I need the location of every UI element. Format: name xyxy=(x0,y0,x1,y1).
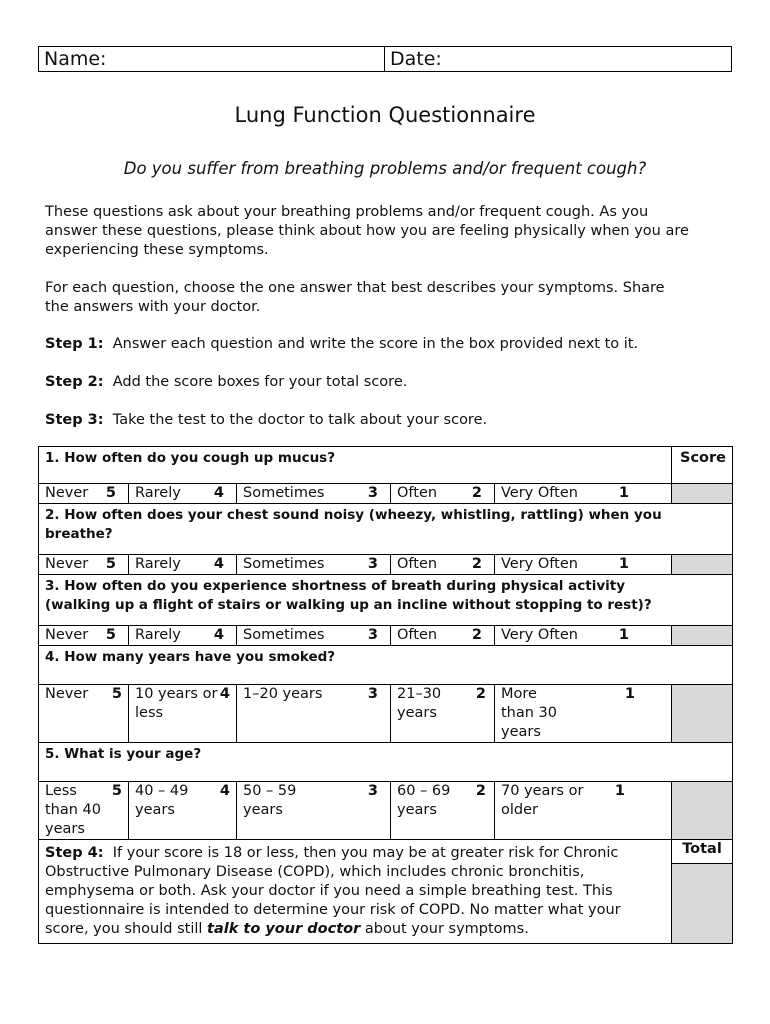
instruction-paragraph xyxy=(45,279,735,317)
intro-line: experiencing these symptoms. xyxy=(45,242,269,258)
step-label: Step 2: xyxy=(45,374,104,390)
page-title: Lung Function Questionnaire xyxy=(234,103,536,127)
option-label: Sometimes xyxy=(243,627,325,643)
option-points: 2 xyxy=(475,686,486,702)
option-points: 3 xyxy=(367,485,378,501)
score-box[interactable] xyxy=(672,484,733,504)
answer-option[interactable] xyxy=(129,626,237,646)
answer-option[interactable] xyxy=(39,685,129,743)
answer-option[interactable] xyxy=(129,484,237,504)
answer-row xyxy=(39,555,733,575)
option-points: 3 xyxy=(367,556,378,572)
question-row xyxy=(39,504,733,555)
option-points: 1 xyxy=(618,485,630,501)
answer-option[interactable] xyxy=(39,626,129,646)
questionnaire-table xyxy=(38,446,733,944)
option-label: Rarely xyxy=(135,627,181,643)
question-spacer xyxy=(672,646,733,685)
answer-option[interactable] xyxy=(237,626,391,646)
answer-option[interactable] xyxy=(129,685,237,743)
step-text: Add the score boxes for your total score. xyxy=(112,374,408,390)
option-label: 21–30 years xyxy=(397,686,442,721)
date-label: Date: xyxy=(390,48,442,70)
option-label: Often xyxy=(397,485,438,501)
score-box[interactable] xyxy=(672,685,733,743)
option-points: 4 xyxy=(213,485,224,501)
option-points: 2 xyxy=(471,556,482,572)
name-date-header xyxy=(38,46,732,72)
score-box[interactable] xyxy=(672,782,733,840)
step-text: Take the test to the doctor to talk about your score. xyxy=(112,412,488,428)
option-label: Rarely xyxy=(135,556,181,572)
answer-option[interactable] xyxy=(39,484,129,504)
step-label: Step 3: xyxy=(45,412,104,428)
option-points: 5 xyxy=(105,485,116,501)
option-points: 2 xyxy=(471,627,482,643)
question-text: 4. How many years have you smoked? xyxy=(39,646,672,685)
option-label: More than 30 years xyxy=(501,686,558,740)
option-label: Never xyxy=(45,485,89,501)
answer-option[interactable] xyxy=(237,685,391,743)
answer-option[interactable] xyxy=(237,555,391,575)
name-field[interactable] xyxy=(39,47,385,71)
question-row xyxy=(39,447,733,484)
option-label: 60 – 69 years xyxy=(397,783,451,818)
option-label: 40 – 49 years xyxy=(135,783,189,818)
option-points: 5 xyxy=(105,556,116,572)
step-3 xyxy=(45,411,735,430)
option-points: 5 xyxy=(111,686,122,702)
option-points: 5 xyxy=(105,627,116,643)
score-box[interactable] xyxy=(672,626,733,646)
option-points: 4 xyxy=(213,556,224,572)
answer-option[interactable] xyxy=(495,782,672,840)
score-header: Score xyxy=(672,447,733,484)
question-row xyxy=(39,743,733,782)
answer-option[interactable] xyxy=(39,555,129,575)
step4-text-end: about your symptoms. xyxy=(364,921,529,937)
step-label: Step 4: xyxy=(45,845,104,861)
score-box[interactable] xyxy=(672,555,733,575)
question-text: 1. How often do you cough up mucus? xyxy=(39,447,672,484)
option-label: Never xyxy=(45,556,89,572)
instruction-line: the answers with your doctor. xyxy=(45,299,261,315)
option-label: Less than 40 years xyxy=(45,783,102,837)
option-points: 1 xyxy=(618,627,630,643)
question-text: 5. What is your age? xyxy=(39,743,672,782)
option-label: Very Often xyxy=(501,485,578,501)
option-points: 3 xyxy=(367,686,378,702)
option-points: 1 xyxy=(614,783,626,799)
option-label: Often xyxy=(397,556,438,572)
name-label: Name: xyxy=(44,48,107,70)
option-label: Rarely xyxy=(135,485,181,501)
answer-option[interactable] xyxy=(391,626,495,646)
answer-option[interactable] xyxy=(391,685,495,743)
option-label: Sometimes xyxy=(243,556,325,572)
step4-emphasis: talk to your doctor xyxy=(207,921,361,937)
option-label: Often xyxy=(397,627,438,643)
option-points: 4 xyxy=(219,783,230,799)
question-row xyxy=(39,575,733,626)
option-label: 70 years or older xyxy=(501,783,584,818)
option-label: Never xyxy=(45,686,89,702)
option-label: Very Often xyxy=(501,627,578,643)
step-text: Answer each question and write the score in the box provided next to it. xyxy=(112,336,639,352)
question-text: 2. How often does your chest sound noisy (wheezy, whistling, rattling) when you breathe? xyxy=(39,504,672,555)
date-field[interactable] xyxy=(385,47,731,71)
answer-option[interactable] xyxy=(391,484,495,504)
step-4 xyxy=(39,840,672,944)
option-points: 1 xyxy=(618,556,630,572)
option-points: 1 xyxy=(624,686,636,702)
option-label: 50 – 59 years xyxy=(243,783,297,818)
answer-row xyxy=(39,782,733,840)
option-points: 3 xyxy=(367,627,378,643)
total-score-box[interactable] xyxy=(672,864,733,944)
step-label: Step 1: xyxy=(45,336,104,352)
answer-option[interactable] xyxy=(129,555,237,575)
option-points: 2 xyxy=(475,783,486,799)
answer-option[interactable] xyxy=(129,782,237,840)
step-1 xyxy=(45,335,735,354)
answer-option[interactable] xyxy=(495,626,672,646)
question-spacer xyxy=(672,743,733,782)
answer-option[interactable] xyxy=(237,782,391,840)
option-points: 4 xyxy=(219,686,230,702)
instruction-line: For each question, choose the one answer that best describes your symptoms. Share xyxy=(45,280,665,296)
step-2 xyxy=(45,373,735,392)
option-points: 4 xyxy=(213,627,224,643)
option-label: Never xyxy=(45,627,89,643)
answer-row xyxy=(39,626,733,646)
answer-option[interactable] xyxy=(495,685,672,743)
option-points: 2 xyxy=(471,485,482,501)
answer-option[interactable] xyxy=(495,484,672,504)
option-label: 10 years or less xyxy=(135,686,218,721)
total-label: Total xyxy=(672,840,733,864)
intro-line: answer these questions, please think about how you are feeling physically when you are xyxy=(45,223,689,239)
answer-option[interactable] xyxy=(237,484,391,504)
step4-row xyxy=(39,840,733,864)
intro-paragraph xyxy=(45,203,735,260)
answer-row xyxy=(39,484,733,504)
answer-option[interactable] xyxy=(495,555,672,575)
question-row xyxy=(39,646,733,685)
option-points: 5 xyxy=(111,783,122,799)
option-label: 1–20 years xyxy=(243,686,323,702)
option-points: 3 xyxy=(367,783,378,799)
answer-row xyxy=(39,685,733,743)
answer-option[interactable] xyxy=(39,782,129,840)
option-label: Sometimes xyxy=(243,485,325,501)
option-label: Very Often xyxy=(501,556,578,572)
page-subtitle: Do you suffer from breathing problems and/or frequent cough? xyxy=(123,159,647,178)
question-spacer xyxy=(672,504,733,555)
answer-option[interactable] xyxy=(391,782,495,840)
question-text: 3. How often do you experience shortness of breath during physical activity (walking up a flight of stairs or walking up an incline without stopping to rest)? xyxy=(39,575,672,626)
answer-option[interactable] xyxy=(391,555,495,575)
intro-line: These questions ask about your breathing problems and/or frequent cough. As you xyxy=(45,204,649,220)
step4-text: If your score is 18 or less, then you may be at greater risk for Chronic Obstructive Pulmonary Disease (COPD), which includes chronic bronchitis, emphysema or both. Ask your doctor if you need a simple breathing test. This questionnaire is intended to determine your risk of COPD. No matter what your score, you should still xyxy=(45,845,621,937)
question-spacer xyxy=(672,575,733,626)
